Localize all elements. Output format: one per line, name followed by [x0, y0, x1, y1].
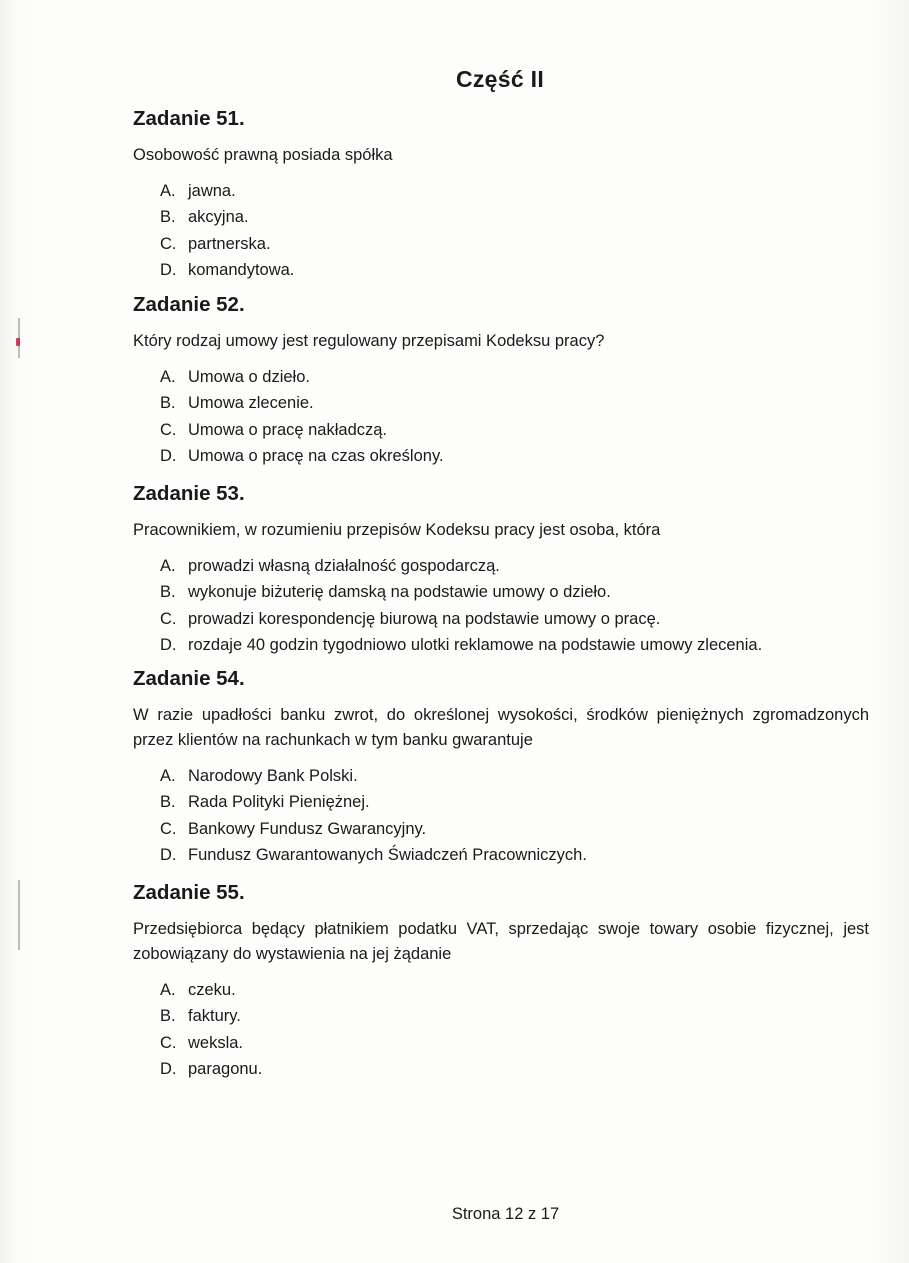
- option-text: Umowa o dzieło.: [188, 368, 310, 386]
- answer-option-c[interactable]: [160, 1030, 869, 1056]
- answer-option-d[interactable]: [160, 1056, 869, 1082]
- task-52: [133, 293, 869, 469]
- scan-edge-mark: [18, 880, 20, 950]
- answer-option-a[interactable]: [160, 178, 869, 204]
- answer-option-b[interactable]: [160, 579, 869, 605]
- scan-red-mark: [16, 338, 20, 346]
- task-title: Zadanie 53.: [133, 482, 245, 505]
- task-title: Zadanie 52.: [133, 293, 245, 316]
- answer-option-a[interactable]: [160, 364, 869, 390]
- option-letter: A.: [160, 368, 176, 386]
- option-letter: D.: [160, 446, 177, 465]
- answer-option-c[interactable]: [160, 606, 869, 632]
- option-text: czeku.: [188, 981, 236, 999]
- task-title: Zadanie 55.: [133, 881, 245, 904]
- option-text: komandytowa.: [188, 260, 295, 279]
- option-letter: C.: [160, 609, 177, 628]
- option-letter: A.: [160, 767, 176, 785]
- option-letter: B.: [160, 1007, 176, 1026]
- answer-options: [160, 763, 869, 868]
- option-letter: B.: [160, 793, 176, 812]
- answer-option-c[interactable]: [160, 417, 869, 443]
- option-letter: A.: [160, 182, 176, 200]
- option-letter: B.: [160, 583, 176, 602]
- option-text: jawna.: [188, 182, 236, 200]
- answer-options: [160, 977, 869, 1082]
- option-text: prowadzi korespondencję biurową na podstawie umowy o pracę.: [188, 609, 661, 628]
- task-55: [133, 881, 869, 1082]
- option-text: weksla.: [188, 1033, 244, 1052]
- option-text: prowadzi własną działalność gospodarczą.: [188, 557, 500, 575]
- option-letter: B.: [160, 208, 176, 227]
- option-text: rozdaje 40 godzin tygodniowo ulotki reklamowe na podstawie umowy zlecenia.: [188, 635, 763, 654]
- answer-option-d[interactable]: [160, 632, 869, 658]
- option-text: Fundusz Gwarantowanych Świadczeń Pracowniczych.: [188, 845, 587, 864]
- task-question: Osobowość prawną posiada spółka: [133, 146, 393, 164]
- task-53: [133, 482, 869, 658]
- option-letter: D.: [160, 1059, 177, 1078]
- answer-option-c[interactable]: [160, 816, 869, 842]
- task-question: Pracownikiem, w rozumieniu przepisów Kodeksu pracy jest osoba, która: [133, 521, 661, 539]
- answer-option-b[interactable]: [160, 1003, 869, 1029]
- answer-options: [160, 553, 869, 658]
- option-text: partnerska.: [188, 234, 271, 253]
- option-letter: C.: [160, 1033, 177, 1052]
- answer-option-b[interactable]: [160, 789, 869, 815]
- task-title: Zadanie 54.: [133, 667, 245, 690]
- option-letter: D.: [160, 260, 177, 279]
- task-title: Zadanie 51.: [133, 107, 245, 130]
- task-51: [133, 107, 869, 283]
- answer-options: [160, 178, 869, 283]
- answer-option-d[interactable]: [160, 443, 869, 469]
- option-letter: C.: [160, 420, 177, 439]
- option-letter: D.: [160, 845, 177, 864]
- option-letter: A.: [160, 557, 176, 575]
- answer-option-b[interactable]: [160, 204, 869, 230]
- option-letter: A.: [160, 981, 176, 999]
- answer-option-a[interactable]: [160, 763, 869, 789]
- task-question: Przedsiębiorca będący płatnikiem podatku VAT, sprzedając swoje towary osobie fizycznej, jest zobowiązany do wystawienia na jej żądanie: [133, 920, 869, 963]
- option-letter: C.: [160, 234, 177, 253]
- answer-option-a[interactable]: [160, 553, 869, 579]
- answer-option-c[interactable]: [160, 231, 869, 257]
- answer-option-d[interactable]: [160, 257, 869, 283]
- option-text: Umowa zlecenie.: [188, 394, 314, 413]
- option-text: paragonu.: [188, 1059, 263, 1078]
- task-question: Który rodzaj umowy jest regulowany przepisami Kodeksu pracy?: [133, 332, 605, 350]
- option-text: akcyjna.: [188, 208, 249, 227]
- option-letter: C.: [160, 819, 177, 838]
- answer-option-a[interactable]: [160, 977, 869, 1003]
- option-letter: D.: [160, 635, 177, 654]
- option-text: Narodowy Bank Polski.: [188, 767, 358, 785]
- page-number: Strona 12 z 17: [451, 1205, 560, 1223]
- option-text: Umowa o pracę nakładczą.: [188, 420, 388, 439]
- option-text: Umowa o pracę na czas określony.: [188, 446, 444, 465]
- option-text: faktury.: [188, 1007, 241, 1026]
- option-text: wykonuje biżuterię damską na podstawie umowy o dzieło.: [188, 583, 611, 602]
- option-text: Bankowy Fundusz Gwarancyjny.: [188, 819, 427, 838]
- task-54: [133, 667, 869, 868]
- answer-options: [160, 364, 869, 469]
- task-question: W razie upadłości banku zwrot, do określonej wysokości, środków pieniężnych zgromadzonych przez klientów na rachunkach w tym banku gwarantuje: [133, 706, 869, 749]
- option-text: Rada Polityki Pieniężnej.: [188, 793, 370, 812]
- option-letter: B.: [160, 394, 176, 413]
- part-title: Część II: [455, 66, 545, 92]
- answer-option-d[interactable]: [160, 842, 869, 868]
- answer-option-b[interactable]: [160, 390, 869, 416]
